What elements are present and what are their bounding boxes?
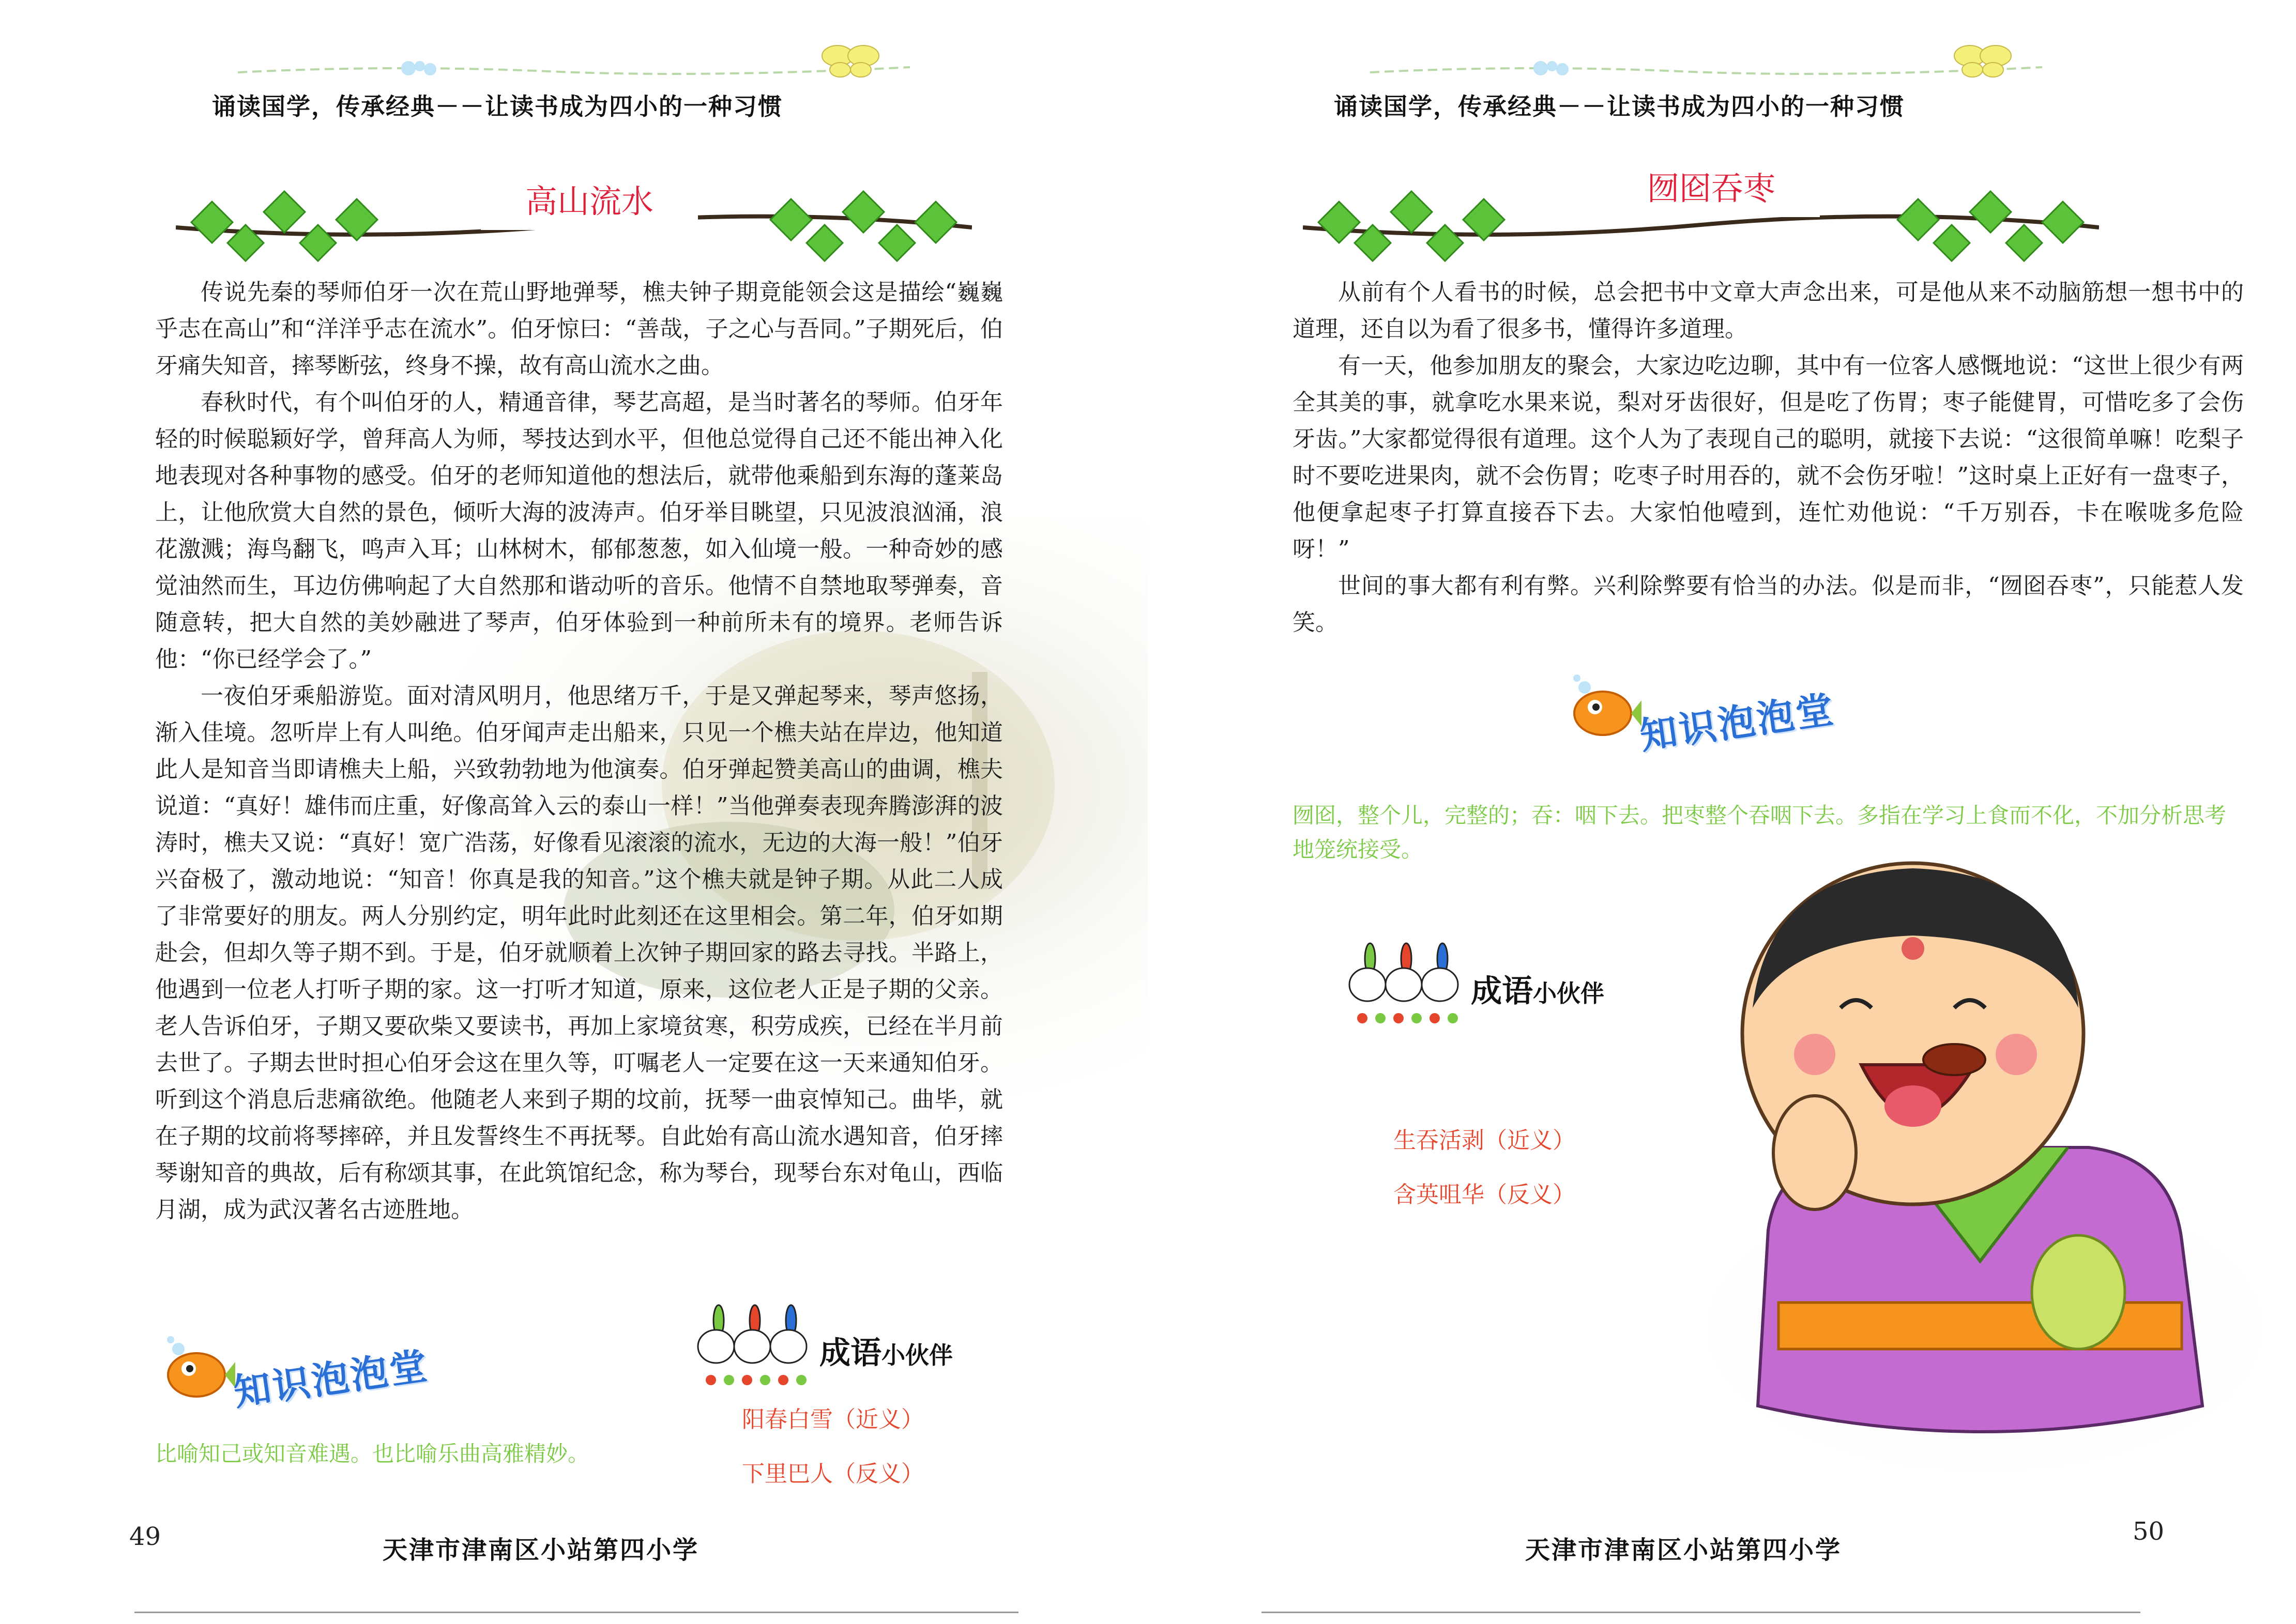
antonym-idiom: 下里巴人（反义） bbox=[742, 1461, 924, 1487]
paragraph: 传说先秦的琴师伯牙一次在荒山野地弹琴，樵夫钟子期竟能领会这是描绘“巍巍乎志在高山”和“洋洋乎志在流水”。伯牙惊曰：“善哉，子之心与吾同。”子期死后，伯牙痛失知音，摔琴断弦，终身不操，故有高山流水之曲。 bbox=[155, 279, 1003, 379]
idiom-partner-title bbox=[1471, 967, 1604, 1011]
page-footer: 天津市津南区小站第四小学 bbox=[1525, 1536, 1842, 1565]
idiom-partner-title-small: 小伙伴 bbox=[881, 1341, 953, 1369]
idiom-partner-title-main: 成语 bbox=[1471, 973, 1533, 1009]
fish-mascot-icon bbox=[153, 1334, 235, 1416]
page-header: 诵读国学，传承经典－－让读书成为四小的一种习惯 bbox=[1334, 93, 1905, 120]
synonym-idiom: 生吞活剥（近义） bbox=[1393, 1127, 1575, 1154]
butterfly-vine-decoration bbox=[238, 41, 910, 83]
paragraph: 一夜伯牙乘船游览。面对清风明月，他思绪万千，于是又弹起琴来，琴声悠扬，渐入佳境。忽听岸上有人叫绝。伯牙闻声走出船来，只见一个樵夫站在岸边，他知道此人是知音当即请樵夫上船，兴致勃勃地为他演奏。伯牙弹起赞美高山的曲调，樵夫说道：“真好！雄伟而庄重，好像高耸入云的泰山一样！”当他弹奏表现奔腾澎湃的波涛时，樵夫又说：“真好！宽广浩荡，好像看见滚滚的流水，无边的大海一般！”伯牙兴奋极了，激动地说：“知音！你真是我的知音。”这个樵夫就是钟子期。从此二人成了非常要好的朋友。两人分别约定，明年此时此刻还在这里相会。第二年，伯牙如期赴会，但却久等子期不到。于是，伯牙就顺着上次钟子期回家的路去寻找。半路上，他遇到一位老人打听子期的家。这一打听才知道，原来，这位老人正是子期的父亲。老人告诉伯牙，子期又要砍柴又要读书，再加上家境贫寒，积劳成疾，已经在半月前去世了。子期去世时担心伯牙会这在里久等，叮嘱老人一定要在这一天来通知伯牙。听到这个消息后悲痛欲绝。他随老人来到子期的坟前，抚琴一曲哀悼知己。曲毕，就在子期的坟前将琴摔碎，并且发誓终生不再抚琴。自此始有高山流水遇知音，伯牙摔琴谢知音的典故，后有称颂其事，在此筑馆纪念，称为琴台，现琴台东对龟山，西临月湖，成为武汉著名古迹胜地。 bbox=[155, 683, 1003, 1223]
article-body bbox=[155, 274, 1003, 1228]
idiom-partner-title-main: 成语 bbox=[819, 1335, 881, 1371]
boy-swallowing-date-illustration bbox=[1623, 837, 2295, 1478]
antonym-idiom: 含英咀华（反义） bbox=[1393, 1182, 1575, 1208]
paragraph: 春秋时代，有个叫伯牙的人，精通音律，琴艺高超，是当时著名的琴师。伯牙年轻的时候聪颖好学，曾拜高人为师，琴技达到水平，但他总觉得自己还不能出神入化地表现对各种事物的感受。伯牙的老师知道他的想法后，就带他乘船到东海的蓬莱岛上，让他欣赏大自然的景色，倾听大海的波涛声。伯牙举目眺望，只见波浪汹涌，浪花激溅；海鸟翻飞，鸣声入耳；山林树木，郁郁葱葱，如入仙境一般。一种奇妙的感觉油然而生，耳边仿佛响起了大自然那和谐动听的音乐。他情不自禁地取琴弹奏，音随意转，把大自然的美妙融进了琴声，伯牙体验到一种前所未有的境界。老师告诉他：“你已经学会了。” bbox=[155, 389, 1003, 672]
knowledge-text: 比喻知己或知音难遇。也比喻乐曲高雅精妙。 bbox=[155, 1441, 590, 1466]
bunny-mascots-icon bbox=[695, 1303, 814, 1390]
paragraph: 世间的事大都有利有弊。兴利除弊要有恰当的办法。似是而非，“囫囵吞枣”，只能惹人发笑。 bbox=[1293, 573, 2244, 636]
footer-divider bbox=[134, 1612, 1018, 1613]
article-body bbox=[1293, 274, 2244, 641]
bunny-mascots-icon bbox=[1347, 941, 1466, 1029]
knowledge-bubble-title: 知识泡泡堂 bbox=[231, 1343, 432, 1414]
right-page bbox=[1148, 0, 2295, 1624]
paragraph: 有一天，他参加朋友的聚会，大家边吃边聊，其中有一位客人感慨地说：“这世上很少有两全其美的事，就拿吃水果来说，梨对牙齿很好，但是吃了伤胃；枣子能健胃，可惜吃多了会伤牙齿。”大家都觉得很有道理。这个人为了表现自己的聪明，就接下去说：“这很简单嘛！吃梨子时不要吃进果肉，就不会伤胃；吃枣子时用吞的，就不会伤牙啦！”这时桌上正好有一盘枣子，他便拿起枣子打算直接吞下去。大家怕他噎到，连忙劝他说：“千万别吞，卡在喉咙多危险呀！” bbox=[1293, 353, 2244, 562]
page-footer: 天津市津南区小站第四小学 bbox=[383, 1536, 700, 1565]
synonym-idiom: 阳春白雪（近义） bbox=[742, 1406, 924, 1433]
page-number: 49 bbox=[129, 1522, 161, 1551]
page-header: 诵读国学，传承经典－－让读书成为四小的一种习惯 bbox=[212, 93, 783, 120]
idiom-partner-title-small: 小伙伴 bbox=[1533, 979, 1604, 1007]
fish-mascot-icon bbox=[1559, 672, 1641, 755]
idiom-partner-title bbox=[819, 1328, 953, 1373]
article-title: 囫囵吞枣 bbox=[1603, 160, 1820, 217]
butterfly-vine-decoration bbox=[1370, 41, 2042, 83]
knowledge-text: 囫囵，整个儿，完整的；吞：咽下去。把枣整个吞咽下去。多指在学习上食而不化，不加分析思考地笼统接受。 bbox=[1293, 803, 2227, 862]
article-title: 高山流水 bbox=[481, 173, 698, 230]
knowledge-bubble-title: 知识泡泡堂 bbox=[1637, 687, 1838, 758]
footer-divider bbox=[1261, 1612, 2140, 1613]
page-number: 50 bbox=[2133, 1517, 2165, 1546]
paragraph: 从前有个人看书的时候，总会把书中文章大声念出来，可是他从来不动脑筋想一想书中的道理，还自以为看了很多书，懂得许多道理。 bbox=[1293, 279, 2244, 342]
